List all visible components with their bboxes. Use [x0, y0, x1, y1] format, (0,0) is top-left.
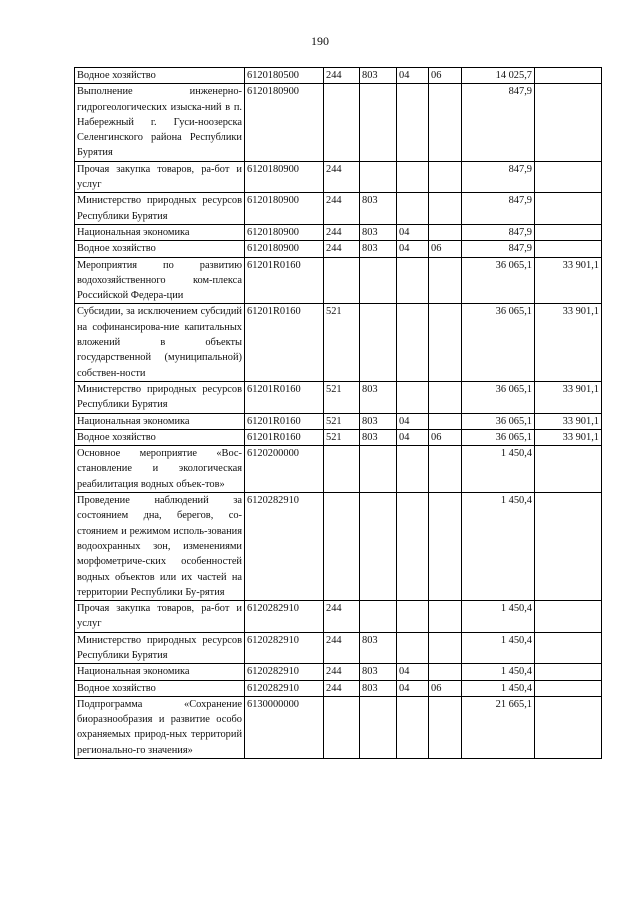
target-article-cell: 6120200000	[245, 446, 324, 493]
target-article-cell: 61201R0160	[245, 429, 324, 445]
expense-type-cell: 244	[324, 664, 360, 680]
amount-total-cell: 1 450,4	[462, 493, 535, 601]
amount-federal-cell	[535, 161, 602, 193]
section-cell	[397, 84, 429, 161]
target-article-cell: 61201R0160	[245, 304, 324, 381]
subsection-cell	[429, 664, 462, 680]
amount-federal-cell: 33 901,1	[535, 429, 602, 445]
target-article-cell: 6120282910	[245, 601, 324, 633]
section-cell: 04	[397, 241, 429, 257]
amount-federal-cell: 33 901,1	[535, 257, 602, 304]
section-cell	[397, 632, 429, 664]
table-row	[75, 632, 602, 664]
amount-federal-cell	[535, 493, 602, 601]
ministry-code-cell: 803	[360, 193, 397, 225]
subsection-cell	[429, 161, 462, 193]
expense-type-cell	[324, 493, 360, 601]
amount-total-cell: 1 450,4	[462, 680, 535, 696]
amount-federal-cell	[535, 632, 602, 664]
amount-total-cell: 1 450,4	[462, 601, 535, 633]
expense-type-cell: 244	[324, 632, 360, 664]
item-name-cell: Национальная экономика	[75, 413, 245, 429]
amount-total-cell: 847,9	[462, 193, 535, 225]
table-row	[75, 493, 602, 601]
item-name-cell: Водное хозяйство	[75, 68, 245, 84]
amount-total-cell: 1 450,4	[462, 632, 535, 664]
item-name-cell: Выполнение инженерно-гидрогеологических изыска-ний в п. Набережный г. Гуси-ноозерска Селенгинского района Республики Бурятия	[75, 84, 245, 161]
item-name-cell: Прочая закупка товаров, ра-бот и услуг	[75, 161, 245, 193]
expense-type-cell: 244	[324, 161, 360, 193]
amount-total-cell: 847,9	[462, 161, 535, 193]
ministry-code-cell: 803	[360, 241, 397, 257]
ministry-code-cell	[360, 84, 397, 161]
ministry-code-cell: 803	[360, 224, 397, 240]
ministry-code-cell	[360, 601, 397, 633]
subsection-cell: 06	[429, 680, 462, 696]
item-name-cell: Министерство природных ресурсов Республики Бурятия	[75, 193, 245, 225]
table-row	[75, 84, 602, 161]
amount-federal-cell	[535, 241, 602, 257]
amount-total-cell: 36 065,1	[462, 304, 535, 381]
ministry-code-cell: 803	[360, 429, 397, 445]
target-article-cell: 6120282910	[245, 632, 324, 664]
amount-total-cell: 1 450,4	[462, 664, 535, 680]
section-cell	[397, 381, 429, 413]
amount-federal-cell	[535, 664, 602, 680]
item-name-cell: Основное мероприятие «Вос-становление и экологическая реабилитация водных объек-тов»	[75, 446, 245, 493]
item-name-cell: Министерство природных ресурсов Республики Бурятия	[75, 381, 245, 413]
amount-federal-cell	[535, 680, 602, 696]
item-name-cell: Водное хозяйство	[75, 429, 245, 445]
subsection-cell	[429, 601, 462, 633]
amount-federal-cell: 33 901,1	[535, 304, 602, 381]
expense-type-cell: 244	[324, 68, 360, 84]
amount-federal-cell	[535, 224, 602, 240]
target-article-cell: 6120180900	[245, 84, 324, 161]
expense-type-cell: 244	[324, 224, 360, 240]
ministry-code-cell: 803	[360, 664, 397, 680]
expense-type-cell: 521	[324, 429, 360, 445]
item-name-cell: Субсидии, за исключением субсидий на софинансирова-ние капитальных вложений в объекты государственной (муниципальной) собствен-ности	[75, 304, 245, 381]
item-name-cell: Водное хозяйство	[75, 680, 245, 696]
section-cell	[397, 193, 429, 225]
subsection-cell	[429, 304, 462, 381]
amount-federal-cell	[535, 601, 602, 633]
table-row	[75, 381, 602, 413]
table-row	[75, 161, 602, 193]
expense-type-cell: 244	[324, 241, 360, 257]
subsection-cell: 06	[429, 429, 462, 445]
table-row	[75, 68, 602, 84]
item-name-cell: Мероприятия по развитию водохозяйственного ком-плекса Российской Федера-ции	[75, 257, 245, 304]
target-article-cell: 6120282910	[245, 493, 324, 601]
ministry-code-cell	[360, 304, 397, 381]
table-row	[75, 696, 602, 758]
section-cell: 04	[397, 680, 429, 696]
target-article-cell: 6120282910	[245, 680, 324, 696]
ministry-code-cell: 803	[360, 413, 397, 429]
amount-total-cell: 36 065,1	[462, 381, 535, 413]
expense-type-cell: 244	[324, 193, 360, 225]
amount-total-cell: 847,9	[462, 224, 535, 240]
amount-total-cell: 36 065,1	[462, 413, 535, 429]
section-cell	[397, 304, 429, 381]
item-name-cell: Прочая закупка товаров, ра-бот и услуг	[75, 601, 245, 633]
section-cell	[397, 257, 429, 304]
subsection-cell	[429, 224, 462, 240]
expense-type-cell: 521	[324, 304, 360, 381]
expense-type-cell: 244	[324, 680, 360, 696]
item-name-cell: Подпрограмма «Сохранение биоразнообразия и развитие особо охраняемых природ-ных территорий регионально-го значения»	[75, 696, 245, 758]
ministry-code-cell	[360, 696, 397, 758]
amount-federal-cell: 33 901,1	[535, 413, 602, 429]
subsection-cell: 06	[429, 68, 462, 84]
amount-total-cell: 847,9	[462, 84, 535, 161]
target-article-cell: 61201R0160	[245, 413, 324, 429]
subsection-cell	[429, 696, 462, 758]
table-row	[75, 664, 602, 680]
target-article-cell: 61201R0160	[245, 381, 324, 413]
subsection-cell	[429, 632, 462, 664]
table-row	[75, 193, 602, 225]
table-row	[75, 680, 602, 696]
subsection-cell	[429, 413, 462, 429]
section-cell: 04	[397, 68, 429, 84]
target-article-cell: 6120180900	[245, 241, 324, 257]
section-cell: 04	[397, 413, 429, 429]
subsection-cell	[429, 446, 462, 493]
section-cell: 04	[397, 224, 429, 240]
expense-type-cell: 521	[324, 381, 360, 413]
item-name-cell: Национальная экономика	[75, 224, 245, 240]
section-cell	[397, 696, 429, 758]
table-row	[75, 257, 602, 304]
amount-total-cell: 1 450,4	[462, 446, 535, 493]
expense-type-cell: 521	[324, 413, 360, 429]
item-name-cell: Проведение наблюдений за состоянием дна, берегов, со-стоянием и режимом исполь-зования водоохранных зон, изменениями морфометриче-ских особенностей водных объектов или их частей на территории Республики Бу-рятия	[75, 493, 245, 601]
table-row	[75, 429, 602, 445]
amount-federal-cell	[535, 446, 602, 493]
ministry-code-cell: 803	[360, 381, 397, 413]
section-cell	[397, 493, 429, 601]
amount-total-cell: 36 065,1	[462, 429, 535, 445]
budget-table-body	[75, 68, 602, 759]
amount-federal-cell: 33 901,1	[535, 381, 602, 413]
table-row	[75, 601, 602, 633]
amount-federal-cell	[535, 68, 602, 84]
table-row	[75, 446, 602, 493]
subsection-cell	[429, 193, 462, 225]
ministry-code-cell: 803	[360, 680, 397, 696]
target-article-cell: 6120180900	[245, 161, 324, 193]
amount-federal-cell	[535, 84, 602, 161]
amount-total-cell: 36 065,1	[462, 257, 535, 304]
amount-total-cell: 847,9	[462, 241, 535, 257]
target-article-cell: 6120180900	[245, 193, 324, 225]
budget-table	[74, 67, 602, 759]
item-name-cell: Министерство природных ресурсов Республики Бурятия	[75, 632, 245, 664]
amount-federal-cell	[535, 696, 602, 758]
expense-type-cell	[324, 446, 360, 493]
expense-type-cell	[324, 696, 360, 758]
ministry-code-cell	[360, 493, 397, 601]
ministry-code-cell: 803	[360, 68, 397, 84]
subsection-cell: 06	[429, 241, 462, 257]
section-cell: 04	[397, 429, 429, 445]
subsection-cell	[429, 493, 462, 601]
expense-type-cell	[324, 257, 360, 304]
target-article-cell: 6120282910	[245, 664, 324, 680]
amount-total-cell: 21 665,1	[462, 696, 535, 758]
section-cell: 04	[397, 664, 429, 680]
target-article-cell: 6130000000	[245, 696, 324, 758]
subsection-cell	[429, 257, 462, 304]
target-article-cell: 6120180900	[245, 224, 324, 240]
section-cell	[397, 161, 429, 193]
page-number: 190	[311, 34, 329, 48]
target-article-cell: 61201R0160	[245, 257, 324, 304]
item-name-cell: Водное хозяйство	[75, 241, 245, 257]
ministry-code-cell	[360, 257, 397, 304]
ministry-code-cell: 803	[360, 632, 397, 664]
item-name-cell: Национальная экономика	[75, 664, 245, 680]
subsection-cell	[429, 84, 462, 161]
section-cell	[397, 601, 429, 633]
table-row	[75, 241, 602, 257]
target-article-cell: 6120180500	[245, 68, 324, 84]
amount-total-cell: 14 025,7	[462, 68, 535, 84]
table-row	[75, 304, 602, 381]
subsection-cell	[429, 381, 462, 413]
table-row	[75, 224, 602, 240]
ministry-code-cell	[360, 446, 397, 493]
amount-federal-cell	[535, 193, 602, 225]
expense-type-cell: 244	[324, 601, 360, 633]
expense-type-cell	[324, 84, 360, 161]
ministry-code-cell	[360, 161, 397, 193]
section-cell	[397, 446, 429, 493]
table-row	[75, 413, 602, 429]
